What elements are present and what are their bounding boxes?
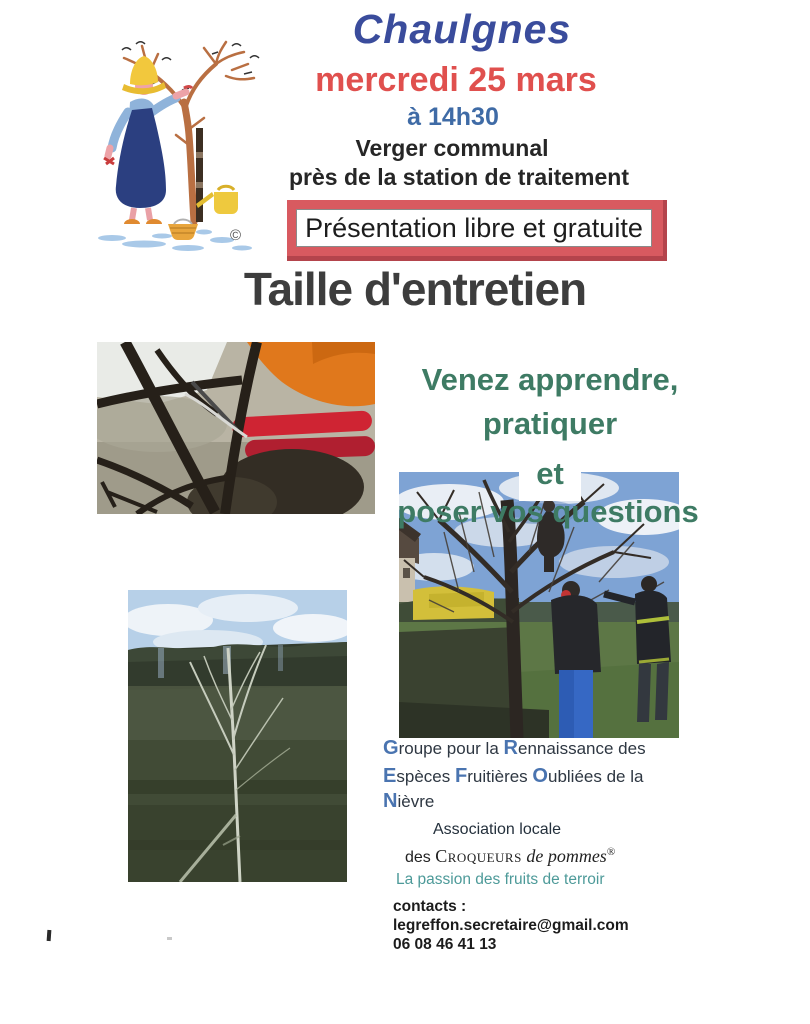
contacts-label: contacts :: [393, 898, 467, 915]
organization-block: [383, 736, 693, 954]
event-city-title: Chaulgnes: [352, 6, 572, 52]
invite-line-4: poser vos questions: [397, 494, 699, 529]
event-heading: Taille d'entretien: [243, 263, 587, 315]
gardener-cartoon-illustration: [90, 40, 275, 254]
free-admission-banner-text: Présentation libre et gratuite: [296, 209, 652, 247]
free-admission-banner: [287, 200, 667, 261]
invite-line-3-text: et: [519, 452, 581, 501]
copyright-mark: ©: [230, 227, 242, 244]
scan-artifact-mark: [47, 930, 52, 941]
contact-phone: 06 08 46 41 13: [393, 936, 497, 953]
org-name-line2: Espèces Fruitières Oubliées de la Nièvre: [383, 765, 644, 812]
event-time: à 14h30: [407, 103, 499, 131]
tree-stake: [196, 128, 203, 222]
venue-line1: Verger communal: [355, 135, 549, 161]
invite-line-2: pratiquer: [482, 406, 618, 441]
association-line: Association locale: [433, 821, 562, 838]
venue-line2: près de la station de traitement: [289, 164, 629, 190]
registered-mark: ®: [606, 846, 616, 858]
org-tagline: La passion des fruits de terroir: [396, 871, 605, 888]
cartoon-person: [104, 56, 192, 224]
photo-young-tree: [128, 590, 347, 882]
org-name-line1: Groupe pour la Rennaissance des: [383, 737, 646, 759]
event-date: mercredi 25 mars: [315, 61, 597, 99]
photo-pruning-tools: [97, 342, 375, 514]
contact-email: legreffon.secretaire@gmail.com: [393, 917, 629, 934]
croqueurs-line: des Croqueurs de pommes®: [405, 846, 616, 866]
scan-artifact-dot: [167, 937, 172, 940]
invite-line-1: Venez apprendre,: [421, 362, 679, 397]
